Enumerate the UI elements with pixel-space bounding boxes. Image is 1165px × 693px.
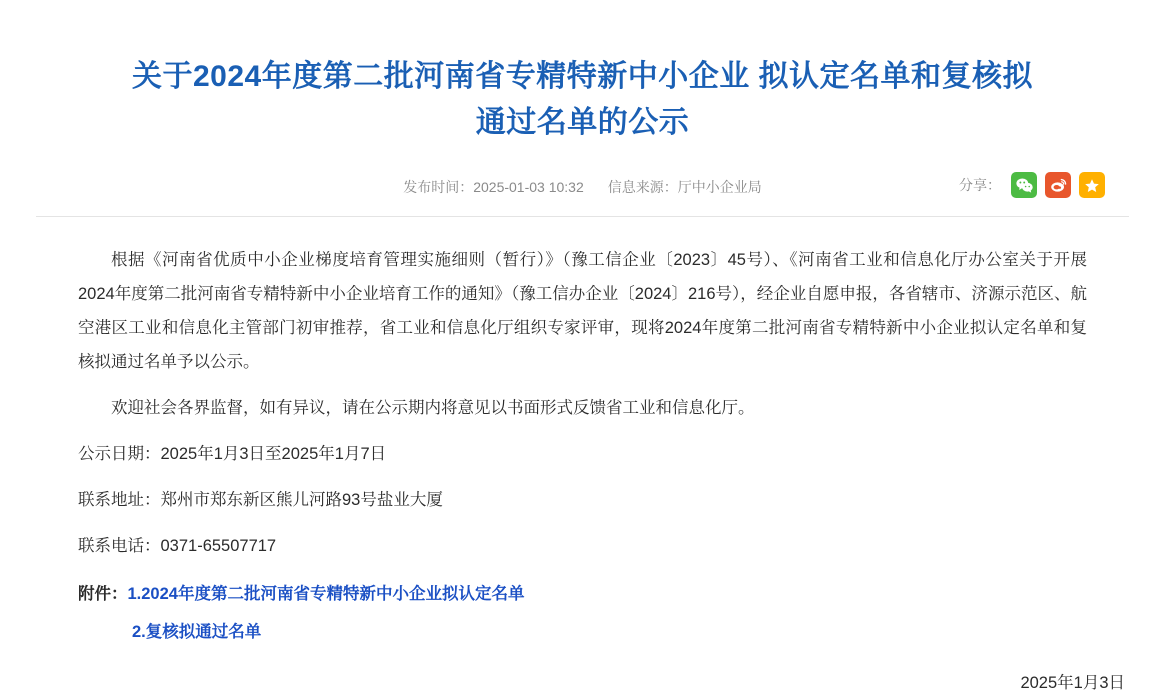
favorite-icon[interactable] [1079, 172, 1105, 198]
contact-address: 联系地址：郑州市郑东新区熊儿河路93号盐业大厦 [78, 491, 443, 510]
notice-period: 公示日期：2025年1月3日至2025年1月7日 [78, 445, 387, 464]
attachment-block [78, 579, 1087, 647]
sign-date: 2025年1月3日 [1020, 674, 1125, 693]
attachment-row-2 [78, 617, 1087, 647]
publish-time-label: 发布时间： [403, 179, 474, 196]
source-label: 信息来源： [607, 179, 678, 196]
share-group [959, 172, 1105, 198]
attachment-label: 附件： [78, 585, 128, 604]
body-paragraph-2: 欢迎社会各界监督，如有异议，请在公示期内将意见以书面形式反馈省工业和信息化厅。 [111, 399, 755, 418]
attachment-link-1[interactable]: 1.2024年度第二批河南省专精特新中小企业拟认定名单 [127, 585, 525, 604]
contact-phone: 联系电话：0371-65507717 [78, 537, 277, 556]
meta-info-group [403, 177, 762, 197]
weibo-icon[interactable] [1045, 172, 1071, 198]
wechat-icon[interactable] [1011, 172, 1037, 198]
article-body [78, 243, 1087, 647]
article-page [0, 20, 1165, 693]
attachment-link-2[interactable]: 2.复核拟通过名单 [132, 623, 262, 642]
source-value: 厅中小企业局 [677, 179, 762, 196]
article-meta-bar [36, 172, 1129, 217]
page-title: 关于2024年度第二批河南省专精特新中小企业 拟认定名单和复核拟通过名单的公示 [131, 60, 1034, 140]
source [608, 177, 762, 197]
attachment-row-1 [78, 579, 1087, 609]
share-label: 分享： [959, 177, 1001, 194]
publish-time [403, 177, 584, 197]
publish-time-value: 2025-01-03 10:32 [473, 179, 584, 196]
body-paragraph-1: 根据《河南省优质中小企业梯度培育管理实施细则（暂行）》（豫工信企业〔2023〕45号）、《河南省工业和信息化厅办公室关于开展 2024年度第二批河南省专精特新中小企业培育工作的通知》（豫工信办企业〔2024〕216号），经企业自愿申报，各省辖市、济源示范区、航空港区工业和信息化主管部门初审推荐，省工业和信息化厅组织专家评审，现将2024年度第二批河南省专精特新中小企业拟认定名单和复核拟通过名单予以公示。 [78, 251, 1087, 372]
